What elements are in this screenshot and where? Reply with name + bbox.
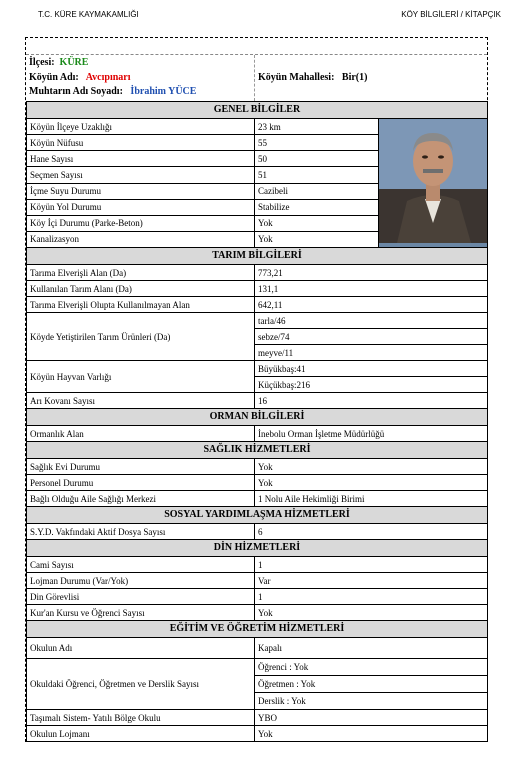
table-cell: Stabilize	[255, 199, 379, 215]
table-cell: 1 Nolu Aile Hekimliği Birimi	[255, 491, 488, 507]
portrait-image	[379, 119, 487, 243]
table-row	[27, 557, 488, 573]
table-cell: Personel Durumu	[27, 475, 255, 491]
table-row	[27, 638, 488, 659]
table-cell: 55	[255, 135, 379, 151]
section-religion: DİN HİZMETLERİ	[27, 540, 488, 557]
table-cell: tarla/46	[255, 313, 488, 329]
table-cell: Köy İçi Durumu (Parke-Beton)	[27, 215, 255, 231]
village-table	[26, 101, 488, 742]
table-cell: Kullanılan Tarım Alanı (Da)	[27, 281, 255, 297]
section-health: SAĞLIK HİZMETLERİ	[27, 442, 488, 459]
table-cell: Yok	[255, 215, 379, 231]
header-left: T.C. KÜRE KAYMAKAMLIĞI	[38, 10, 139, 19]
village-value: Avcıpınarı	[85, 72, 131, 83]
table-row	[27, 589, 488, 605]
table-row	[27, 119, 488, 135]
table-cell: Yok	[255, 459, 488, 475]
table-cell: 50	[255, 151, 379, 167]
table-row	[27, 459, 488, 475]
table-cell: 131,1	[255, 281, 488, 297]
section-general: GENEL BİLGİLER	[27, 102, 488, 119]
table-cell: 1	[255, 557, 488, 573]
table-cell: Okuldaki Öğrenci, Öğretmen ve Derslik Sayısı	[27, 659, 255, 710]
table-row	[27, 297, 488, 313]
table-row	[27, 710, 488, 726]
table-row	[27, 491, 488, 507]
table-cell: Tarıma Elverişli Alan (Da)	[27, 265, 255, 281]
district-value: KÜRE	[59, 57, 89, 68]
table-cell: Derslik : Yok	[255, 693, 488, 710]
table-row	[27, 265, 488, 281]
table-cell: 642,11	[255, 297, 488, 313]
table-cell: 23 km	[255, 119, 379, 135]
table-cell: Köyde Yetiştirilen Tarım Ürünleri (Da)	[27, 313, 255, 361]
table-row	[27, 313, 488, 329]
table-cell: Okulun Adı	[27, 638, 255, 659]
table-cell: YBO	[255, 710, 488, 726]
table-cell: Kanalizasyon	[27, 231, 255, 247]
table-cell: Köyün Yol Durumu	[27, 199, 255, 215]
table-cell: S.Y.D. Vakfındaki Aktif Dosya Sayısı	[27, 524, 255, 540]
table-cell: Kapalı	[255, 638, 488, 659]
table-cell: Cazibeli	[255, 183, 379, 199]
table-cell: sebze/74	[255, 329, 488, 345]
table-cell: meyve/11	[255, 345, 488, 361]
table-row	[27, 659, 488, 676]
section-social: SOSYAL YARDIMLAŞMA HİZMETLERİ	[27, 507, 488, 524]
table-row	[27, 426, 488, 442]
table-cell: Var	[255, 573, 488, 589]
headman-photo	[379, 119, 488, 248]
table-cell: Bağlı Olduğu Aile Sağlığı Merkezi	[27, 491, 255, 507]
table-cell: İçme Suyu Durumu	[27, 183, 255, 199]
table-cell: Seçmen Sayısı	[27, 167, 255, 183]
village-sheet	[25, 37, 488, 742]
header-right: KÖY BİLGİLERİ / KİTAPÇIK	[401, 10, 501, 19]
table-row	[27, 605, 488, 621]
table-cell: Arı Kovanı Sayısı	[27, 393, 255, 409]
neighborhood-value: Bir(1)	[341, 72, 368, 83]
table-cell: Köyün Nüfusu	[27, 135, 255, 151]
section-forest: ORMAN BİLGİLERİ	[27, 409, 488, 426]
table-cell: 1	[255, 589, 488, 605]
table-row	[27, 726, 488, 742]
table-row	[27, 393, 488, 409]
table-cell: Hane Sayısı	[27, 151, 255, 167]
blank-row	[26, 38, 487, 55]
table-cell: Köyün Hayvan Varlığı	[27, 361, 255, 393]
table-cell: Köyün İlçeye Uzaklığı	[27, 119, 255, 135]
headman-value: İbrahim YÜCE	[130, 86, 197, 97]
table-cell: Kur'an Kursu ve Öğrenci Sayısı	[27, 605, 255, 621]
section-education: EĞİTİM VE ÖĞRETİM HİZMETLERİ	[27, 621, 488, 638]
table-cell: İnebolu Orman İşletme Müdürlüğü	[255, 426, 488, 442]
table-cell: Sağlık Evi Durumu	[27, 459, 255, 475]
village-label: Köyün Adı:	[29, 72, 79, 83]
table-cell: Tarıma Elverişli Olupta Kullanılmayan Alan	[27, 297, 255, 313]
table-cell: Büyükbaş:41	[255, 361, 488, 377]
table-row	[27, 524, 488, 540]
table-cell: 51	[255, 167, 379, 183]
table-cell: 6	[255, 524, 488, 540]
table-cell: Yok	[255, 475, 488, 491]
table-cell: Lojman Durumu (Var/Yok)	[27, 573, 255, 589]
section-agriculture: TARIM BİLGİLERİ	[27, 248, 488, 265]
district-label: İlçesi:	[29, 57, 55, 68]
table-cell: Ormanlık Alan	[27, 426, 255, 442]
village-info	[26, 55, 487, 101]
table-cell: Cami Sayısı	[27, 557, 255, 573]
table-cell: 773,21	[255, 265, 488, 281]
table-cell: Okulun Lojmanı	[27, 726, 255, 742]
table-cell: Yok	[255, 231, 379, 247]
table-row	[27, 361, 488, 377]
table-cell: Taşımalı Sistem- Yatılı Bölge Okulu	[27, 710, 255, 726]
table-row	[27, 281, 488, 297]
neighborhood-label: Köyün Mahallesi:	[258, 72, 335, 83]
table-cell: Öğretmen : Yok	[255, 676, 488, 693]
table-cell: Öğrenci : Yok	[255, 659, 488, 676]
page-header	[0, 0, 510, 30]
table-cell: Küçükbaş:216	[255, 377, 488, 393]
table-row	[27, 573, 488, 589]
table-cell: Yok	[255, 605, 488, 621]
table-cell: Din Görevlisi	[27, 589, 255, 605]
table-cell: Yok	[255, 726, 488, 742]
table-row	[27, 475, 488, 491]
headman-label: Muhtarın Adı Soyadı:	[29, 86, 123, 97]
table-cell: 16	[255, 393, 488, 409]
